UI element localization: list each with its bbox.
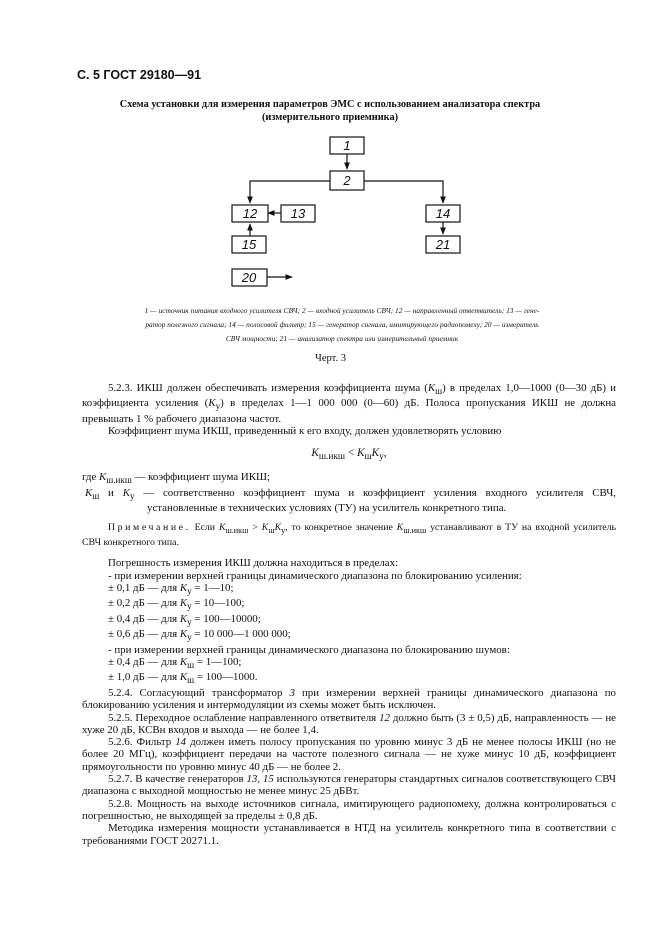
list-item: ± 0,2 дБ — для $K_у$ = 10—100; — [108, 597, 245, 612]
block-14-label: 14 — [435, 206, 451, 221]
body-text — [82, 382, 616, 847]
note: Примечание. Если $K_{ш.икш} > K_шK_у$, то конкретное значение $K_{ш.икш}$ устанавливают в ТУ на входной усилитель СВЧ конкретного типа. — [82, 522, 617, 549]
paragraph-5-2-4: 5.2.4. Согласующий трансформатор 3 при измерении верхней границы динамического диапазона по блокированию усиления и интермодуляции из схемы может быть исключен. — [82, 686, 616, 712]
legend-line: ратор полезного сигнала; 14 — полосовой фильтр; 15 — генератор сигнала, имитирующего радиопомеху; 20 — измеритель — [145, 320, 539, 329]
block-12-label: 12 — [242, 206, 258, 221]
list-item: ± 0,6 дБ — для $K_у = 10$ 000—1 000 000; — [108, 628, 291, 643]
list-item: ± 0,1 дБ — для $K_у$ = 1—10; — [108, 581, 234, 597]
paragraph-5-2-6: 5.2.6. Фильтр 14 должен иметь полосу пропускания по уровню минус 3 дБ не менее полосы ИКШ (но не более 20 МГц), коэффициент передачи на частоте полезного сигнала — не хуже минус 10 дБ, коэффициент прямоугольности по уровню минус 40 дБ — не более 2. — [82, 736, 616, 773]
block-diagram — [0, 0, 661, 300]
paragraph-method: Методика измерения мощности устанавливается в НТД на усилитель конкретного типа в соответствии с требованиями ГОСТ 20271.1. — [82, 822, 616, 847]
gain-intro: - при измерении верхней границы динамического диапазона по блокированию усиления: — [108, 569, 522, 582]
block-15-label: 15 — [241, 237, 257, 252]
figure-legend — [78, 304, 606, 346]
block-13-label: 13 — [290, 206, 306, 221]
paragraph-5-2-5: 5.2.5. Переходное ослабление направленного ответвителя 12 должно быть (3 ± 0,5) дБ, направленность — не хуже 20 дБ, КСВн входов и выхода — не более 1,4. — [82, 711, 616, 736]
paragraph-5-2-3: 5.2.3. ИКШ должен обеспечивать измерения коэффициента шума $(K_ш)$ в пределах 1,0—1000 (0—30 дБ) и коэффициента усиления $(K_у)$ в пределах 1—1 000 000 (0—60) дБ. Полоса пропускания ИКШ не должна превышать 1 % рабочего диапазона частот. — [82, 382, 616, 425]
noise-intro: - при измерении верхней границы динамического диапазона по блокированию шумов: — [108, 643, 510, 656]
block-20-label: 20 — [241, 270, 257, 285]
error-intro: Погрешность измерения ИКШ должна находиться в пределах: — [108, 557, 399, 570]
figure-title-subtitle: (измерительного приемника) — [261, 112, 399, 123]
block-2-label: 2 — [343, 173, 351, 188]
page-header: С. 5 ГОСТ 29180—91 — [77, 68, 202, 82]
block-21-label: 21 — [435, 237, 451, 252]
legend-line: СВЧ мощности; 21 — анализатор спектра или измерительный приемник — [225, 334, 459, 343]
figure-caption: Черт. 3 — [315, 353, 346, 364]
paragraph-5-2-7: 5.2.7. В качестве генераторов 13, 15 используются генераторы стандартных сигналов соответствующего СВЧ диапазона с выходной мощностью не менее минус 25 дБВт. — [82, 773, 616, 798]
definition-where: где $K_{ш.икш}$ — коэффициент шума ИКШ; — [82, 471, 270, 486]
block-1-label: 1 — [343, 138, 351, 153]
list-item: ± 0,4 дБ — для $K_ш$ = 1—100; — [108, 656, 242, 671]
definition-coefficients: $K_ш$ и $K_у$ — соответственно коэффициент шума и коэффициент усиления входного усилителя СВЧ, установленные в технических условиях (ТУ) на усилитель конкретного типа. — [85, 486, 616, 514]
list-item: ± 0,4 дБ — для $K_у$ = 100—10000; — [108, 612, 261, 627]
list-item: ± 1,0 дБ — для $K_ш$ = 100—1000. — [108, 671, 258, 686]
figure-title: Схема установки для измерения параметров ЭМС с использованием анализатора спектра — [119, 99, 541, 110]
formula: $K_{ш.икш} < K_шK_у$, — [311, 446, 387, 462]
connector-2-12 — [250, 181, 330, 203]
connector-2-14 — [364, 181, 443, 203]
paragraph-5-2-8: 5.2.8. Мощность на выходе источников сигнала, имитирующего радиопомеху, должна контролироваться с погрешностью, не выходящей за пределы ± 0,8 дБ. — [82, 797, 616, 822]
paragraph-noise-intro: Коэффициент шума ИКШ, приведенный к его входу, должен удовлетворять условию — [108, 425, 502, 438]
legend-line: 1 — источник питания входного усилителя СВЧ; 2 — входной усилитель СВЧ; 12 — направленный ответвитель; 13 — гене- — [144, 306, 540, 315]
